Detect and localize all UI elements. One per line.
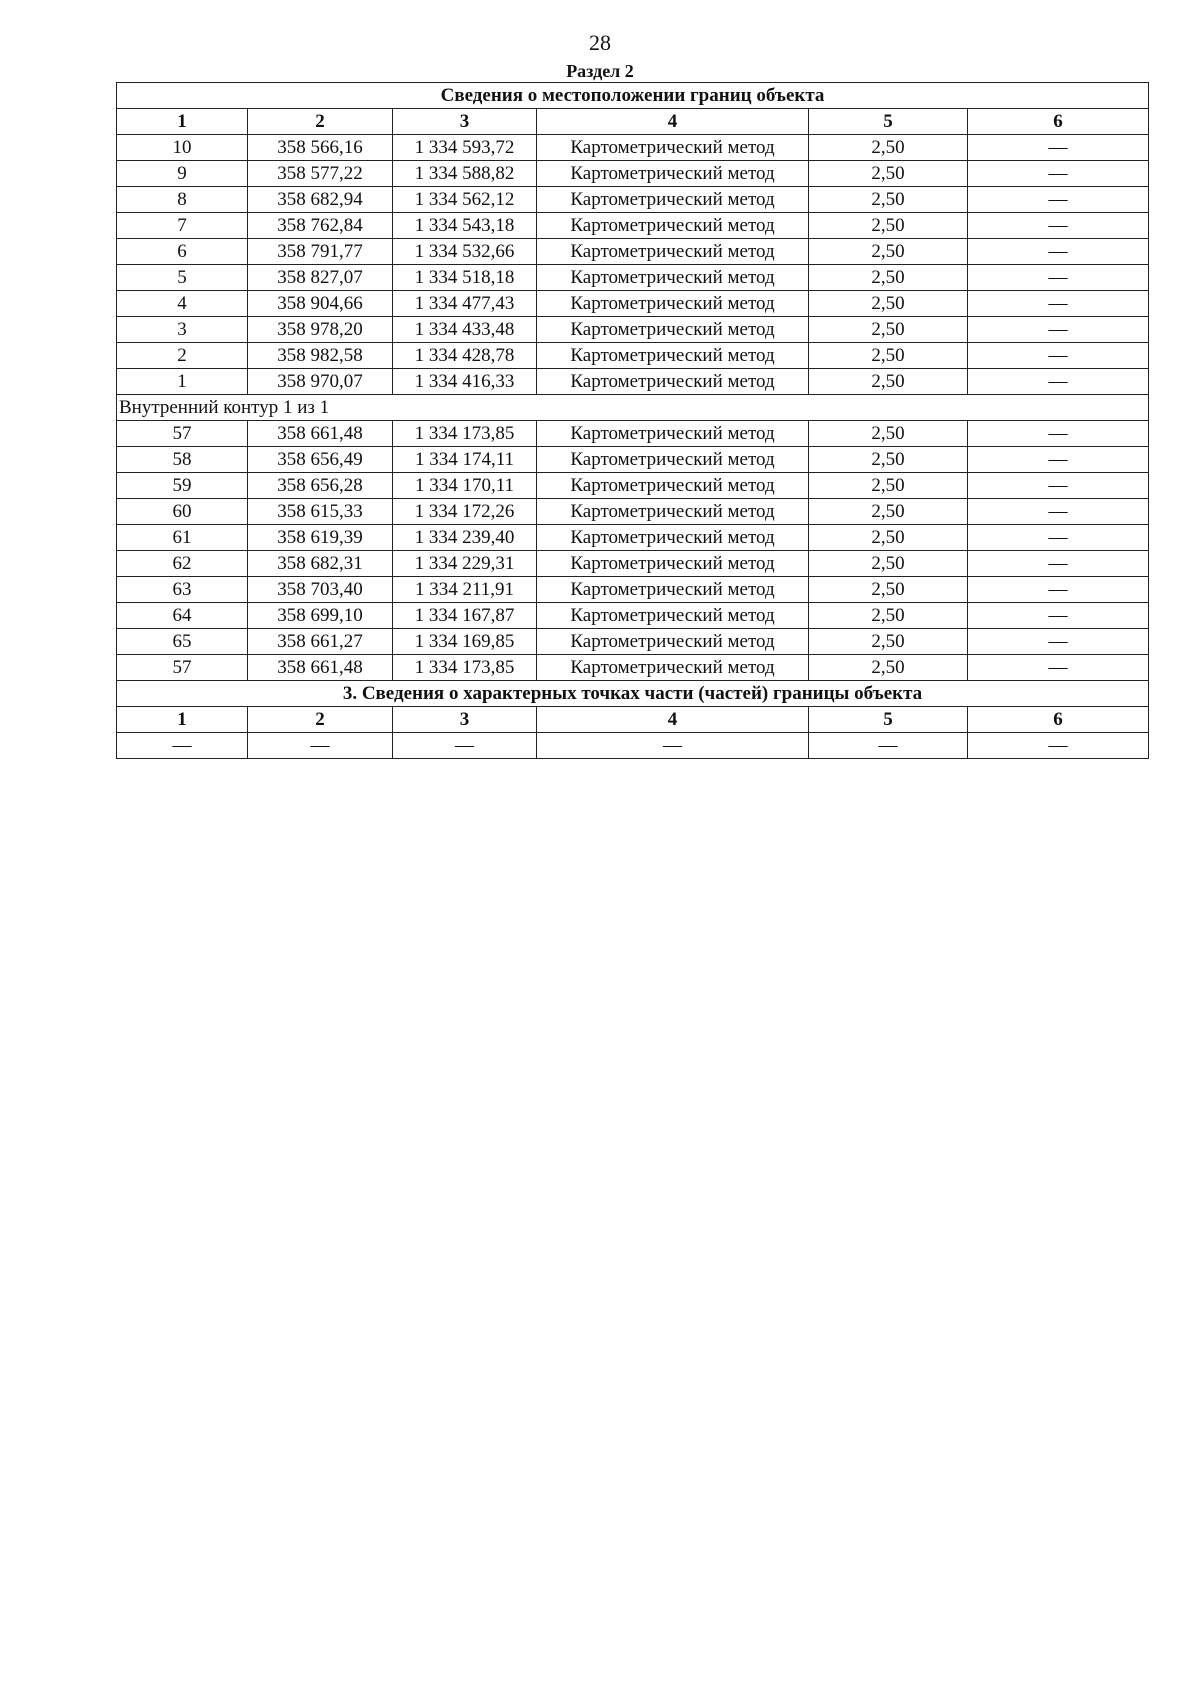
table-cell: 1 334 167,87	[393, 603, 537, 629]
table-cell: —	[968, 135, 1149, 161]
table-cell: 358 566,16	[248, 135, 393, 161]
table-cell: —	[968, 447, 1149, 473]
table-cell: 2,50	[809, 447, 968, 473]
table-cell: 1 334 173,85	[393, 421, 537, 447]
parts-title-row	[117, 681, 1149, 707]
table-cell: —	[393, 733, 537, 759]
table-cell: 2,50	[809, 499, 968, 525]
table-cell: 2,50	[809, 629, 968, 655]
table-cell: 1 334 173,85	[393, 655, 537, 681]
table-cell: 60	[117, 499, 248, 525]
table-cell: —	[968, 551, 1149, 577]
table-cell: —	[117, 733, 248, 759]
table-cell: 358 577,22	[248, 161, 393, 187]
column-header: 4	[537, 109, 809, 135]
table-cell: —	[537, 733, 809, 759]
table-cell: 1 334 543,18	[393, 213, 537, 239]
inner-contour-row	[117, 395, 1149, 421]
table-cell: 3	[117, 317, 248, 343]
table-cell: 1 334 174,11	[393, 447, 537, 473]
table-cell: 1 334 532,66	[393, 239, 537, 265]
table-cell: 10	[117, 135, 248, 161]
table-cell: 358 619,39	[248, 525, 393, 551]
table-title: Сведения о местоположении границ объекта	[117, 83, 1149, 109]
table-cell: 2,50	[809, 551, 968, 577]
table-cell: —	[968, 499, 1149, 525]
table-cell: 57	[117, 421, 248, 447]
table-cell: 1 334 172,26	[393, 499, 537, 525]
table-row	[117, 317, 1149, 343]
table-cell: 1 334 170,11	[393, 473, 537, 499]
table-cell: 358 661,48	[248, 655, 393, 681]
table-cell: 65	[117, 629, 248, 655]
table-cell: 2,50	[809, 239, 968, 265]
table-cell: —	[968, 213, 1149, 239]
table-row	[117, 733, 1149, 759]
column-header: 2	[248, 707, 393, 733]
table-row	[117, 577, 1149, 603]
table-cell: 2,50	[809, 525, 968, 551]
table-cell: Картометрический метод	[537, 421, 809, 447]
table-row	[117, 187, 1149, 213]
table-cell: 62	[117, 551, 248, 577]
table-cell: —	[968, 317, 1149, 343]
table-cell: 2	[117, 343, 248, 369]
table-row	[117, 239, 1149, 265]
table-cell: 358 827,07	[248, 265, 393, 291]
table-cell: 358 703,40	[248, 577, 393, 603]
table-cell: Картометрический метод	[537, 603, 809, 629]
table-cell: 7	[117, 213, 248, 239]
boundary-table-body	[117, 83, 1149, 759]
table-row	[117, 161, 1149, 187]
table-cell: —	[968, 343, 1149, 369]
table-cell: 64	[117, 603, 248, 629]
table-cell: 58	[117, 447, 248, 473]
table-row	[117, 499, 1149, 525]
parts-column-header-row	[117, 707, 1149, 733]
table-cell: 9	[117, 161, 248, 187]
table-cell: 8	[117, 187, 248, 213]
table-cell: Картометрический метод	[537, 499, 809, 525]
table-cell: 1 334 229,31	[393, 551, 537, 577]
table-row	[117, 265, 1149, 291]
boundary-table	[116, 82, 1149, 759]
table-cell: 63	[117, 577, 248, 603]
table-cell: Картометрический метод	[537, 577, 809, 603]
table-cell: 358 904,66	[248, 291, 393, 317]
table-cell: 358 682,94	[248, 187, 393, 213]
table-cell: —	[968, 291, 1149, 317]
table-cell: 2,50	[809, 421, 968, 447]
table-cell: 358 661,48	[248, 421, 393, 447]
column-header: 5	[809, 707, 968, 733]
table-cell: Картометрический метод	[537, 213, 809, 239]
inner-contour-label: Внутренний контур 1 из 1	[117, 395, 1149, 421]
table-row	[117, 343, 1149, 369]
table-cell: —	[968, 473, 1149, 499]
table-cell: 1 334 477,43	[393, 291, 537, 317]
table-cell: —	[968, 629, 1149, 655]
table-cell: 358 615,33	[248, 499, 393, 525]
table-cell: 6	[117, 239, 248, 265]
table-cell: 5	[117, 265, 248, 291]
table-cell: 2,50	[809, 577, 968, 603]
table-cell: Картометрический метод	[537, 655, 809, 681]
table-row	[117, 291, 1149, 317]
column-header: 1	[117, 707, 248, 733]
table-cell: 358 978,20	[248, 317, 393, 343]
table-cell: 358 970,07	[248, 369, 393, 395]
table-row	[117, 213, 1149, 239]
table-cell: —	[968, 525, 1149, 551]
table-cell: 4	[117, 291, 248, 317]
table-cell: 358 762,84	[248, 213, 393, 239]
table-cell: —	[968, 603, 1149, 629]
table-cell: 1 334 416,33	[393, 369, 537, 395]
table-cell: 2,50	[809, 161, 968, 187]
table-cell: 1 334 433,48	[393, 317, 537, 343]
table-cell: —	[809, 733, 968, 759]
table-cell: 1 334 518,18	[393, 265, 537, 291]
table-cell: 2,50	[809, 135, 968, 161]
table-cell: 2,50	[809, 317, 968, 343]
column-header: 5	[809, 109, 968, 135]
table-cell: —	[968, 421, 1149, 447]
column-header-row	[117, 109, 1149, 135]
table-cell: 2,50	[809, 265, 968, 291]
table-cell: Картометрический метод	[537, 187, 809, 213]
table-cell: Картометрический метод	[537, 239, 809, 265]
table-cell: 1 334 593,72	[393, 135, 537, 161]
table-cell: —	[968, 577, 1149, 603]
table-cell: 2,50	[809, 187, 968, 213]
table-cell: 1 334 428,78	[393, 343, 537, 369]
table-row	[117, 525, 1149, 551]
table-title-row	[117, 83, 1149, 109]
table-cell: —	[968, 655, 1149, 681]
table-cell: 2,50	[809, 473, 968, 499]
column-header: 6	[968, 109, 1149, 135]
table-cell: 59	[117, 473, 248, 499]
table-cell: Картометрический метод	[537, 135, 809, 161]
table-cell: 1 334 239,40	[393, 525, 537, 551]
table-cell: 358 661,27	[248, 629, 393, 655]
parts-title: 3. Сведения о характерных точках части (частей) границы объекта	[117, 681, 1149, 707]
table-cell: 2,50	[809, 369, 968, 395]
table-cell: Картометрический метод	[537, 265, 809, 291]
table-cell: —	[968, 187, 1149, 213]
column-header: 6	[968, 707, 1149, 733]
table-cell: Картометрический метод	[537, 343, 809, 369]
table-row	[117, 135, 1149, 161]
table-cell: Картометрический метод	[537, 317, 809, 343]
table-cell: 1	[117, 369, 248, 395]
table-cell: —	[248, 733, 393, 759]
table-row	[117, 447, 1149, 473]
table-cell: 2,50	[809, 213, 968, 239]
table-cell: 2,50	[809, 603, 968, 629]
column-header: 2	[248, 109, 393, 135]
table-cell: Картометрический метод	[537, 629, 809, 655]
table-row	[117, 369, 1149, 395]
table-cell: —	[968, 369, 1149, 395]
table-cell: 1 334 562,12	[393, 187, 537, 213]
column-header: 3	[393, 109, 537, 135]
table-row	[117, 603, 1149, 629]
table-cell: Картометрический метод	[537, 161, 809, 187]
table-cell: 358 982,58	[248, 343, 393, 369]
page-number: 28	[589, 30, 611, 55]
table-cell: 2,50	[809, 291, 968, 317]
table-cell: 358 791,77	[248, 239, 393, 265]
table-cell: 1 334 211,91	[393, 577, 537, 603]
table-row	[117, 551, 1149, 577]
table-cell: Картометрический метод	[537, 525, 809, 551]
table-cell: 358 656,28	[248, 473, 393, 499]
table-row	[117, 629, 1149, 655]
table-cell: Картометрический метод	[537, 369, 809, 395]
table-cell: 358 656,49	[248, 447, 393, 473]
table-cell: —	[968, 161, 1149, 187]
table-cell: —	[968, 239, 1149, 265]
table-cell: 358 682,31	[248, 551, 393, 577]
table-cell: 1 334 588,82	[393, 161, 537, 187]
table-row	[117, 655, 1149, 681]
table-cell: —	[968, 265, 1149, 291]
table-cell: 358 699,10	[248, 603, 393, 629]
column-header: 1	[117, 109, 248, 135]
table-cell: 57	[117, 655, 248, 681]
table-cell: —	[968, 733, 1149, 759]
table-cell: Картометрический метод	[537, 551, 809, 577]
table-row	[117, 473, 1149, 499]
table-cell: Картометрический метод	[537, 291, 809, 317]
table-row	[117, 421, 1149, 447]
column-header: 4	[537, 707, 809, 733]
table-cell: Картометрический метод	[537, 447, 809, 473]
column-header: 3	[393, 707, 537, 733]
table-cell: 2,50	[809, 655, 968, 681]
table-cell: Картометрический метод	[537, 473, 809, 499]
table-cell: 2,50	[809, 343, 968, 369]
table-cell: 61	[117, 525, 248, 551]
section-title: Раздел 2	[566, 61, 634, 81]
table-cell: 1 334 169,85	[393, 629, 537, 655]
